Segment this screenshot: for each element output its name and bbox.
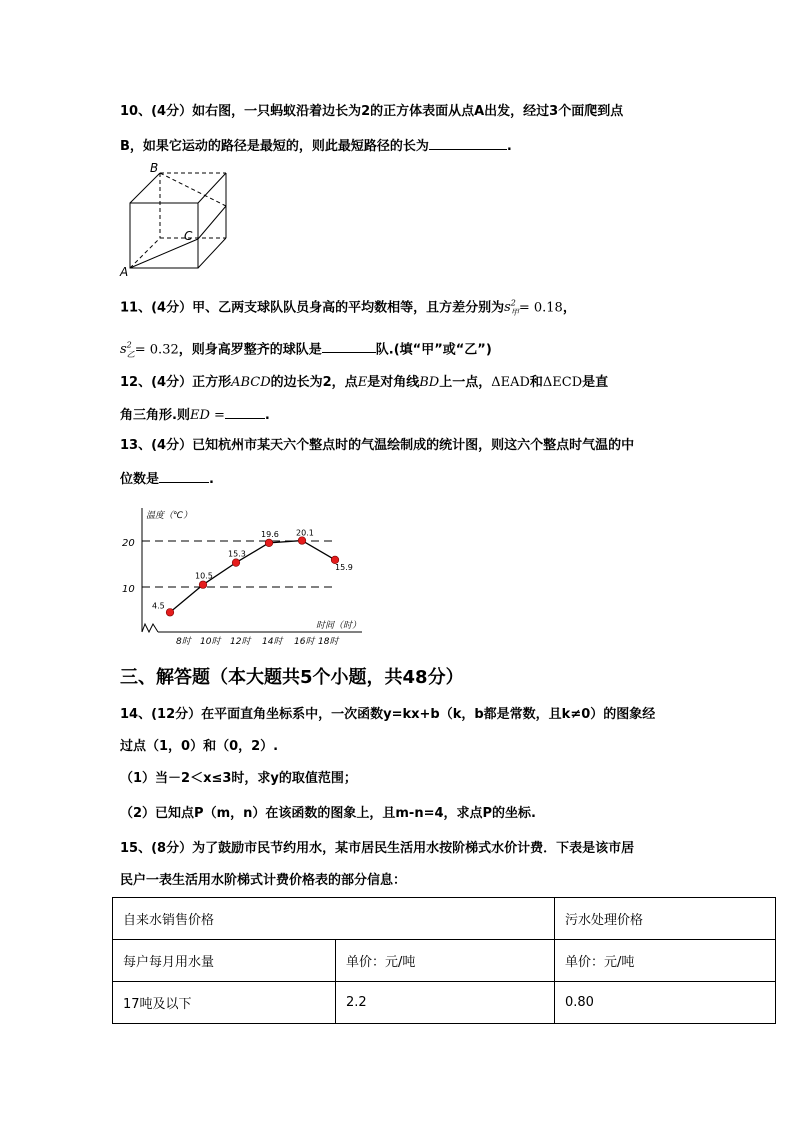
table-cell: 单价：元/吨: [336, 940, 555, 982]
s-jia-symbol: $s^2_甲$: [504, 299, 519, 317]
section-3-title: 三、解答题（本大题共5个小题，共48分）: [120, 667, 464, 688]
table-cell: 单价：元/吨: [555, 940, 776, 982]
q12-text: 角三角形.则: [120, 408, 190, 423]
series-segment: [302, 541, 335, 560]
x-tick-label: 14时: [262, 637, 283, 647]
x-tick-label: 16时: [294, 637, 315, 647]
x-tick-label: 10时: [200, 637, 221, 647]
water-price-table: [112, 897, 776, 1024]
cube-edge: [130, 173, 160, 203]
q10-line1: 10、(4分）如右图，一只蚂蚁沿着边长为2的正方体表面从点A出发，经过3个面爬到点: [120, 104, 624, 119]
q12-line2: [120, 404, 270, 425]
square-abcd: ABCD: [231, 375, 271, 390]
path-right: [198, 206, 226, 239]
ed-expression: ED =: [189, 408, 225, 423]
q13-answer-blank: [159, 468, 209, 483]
point-a-label: A: [120, 265, 129, 279]
q12-period: .: [264, 408, 270, 423]
q13-text: 位数是: [120, 472, 160, 487]
y-tick-label: 10: [122, 584, 135, 595]
series-segment: [170, 585, 203, 613]
data-point: [232, 559, 240, 567]
q12-text: 是直: [582, 375, 609, 390]
temperature-chart: [112, 500, 372, 650]
q13-line2: [120, 468, 214, 489]
q12-answer-blank: [225, 404, 265, 419]
q10-line2: [120, 135, 512, 156]
q13-period: .: [209, 472, 214, 487]
data-label: 15.3: [228, 549, 246, 559]
y-tick-label: 20: [122, 538, 135, 549]
data-point: [166, 609, 174, 617]
data-label: 4.5: [152, 601, 165, 611]
cube-figure: [118, 160, 243, 280]
q12-text: 是对角线: [367, 375, 420, 390]
q15-line1: 15、(8分）为了鼓励市民节约用水，某市居民生活用水按阶梯式水价计费．下表是该市居: [120, 841, 635, 856]
q14-line2: 过点（1，0）和（0，2）.: [120, 739, 279, 754]
y-axis-label: 温度（℃）: [146, 511, 193, 521]
q11-text: 11、(4分）甲、乙两支球队队员身高的平均数相等，且方差分别为: [120, 300, 505, 316]
x-tick-labels: [176, 636, 340, 647]
s-yi-symbol: $s^2_乙$: [120, 341, 135, 359]
q11-text2: ，则身高罗整齐的球队是: [178, 342, 322, 358]
axis-break-zigzag: [142, 624, 158, 632]
triangle-ecd: ΔECD: [542, 375, 583, 390]
q12-text: 的边长为2，点: [270, 375, 358, 390]
q10-period: .: [506, 139, 512, 154]
table-cell: 污水处理价格: [555, 898, 776, 940]
table-cell: 0.80: [555, 982, 776, 1024]
path-back: [160, 173, 226, 206]
q11-answer-blank: [322, 338, 376, 353]
point-b-label: B: [150, 161, 159, 175]
x-tick-label: 18时: [318, 637, 339, 647]
table-cell: 每户每月用水量: [113, 940, 336, 982]
x-axis-label: 时间（时）: [316, 621, 362, 631]
q12-text: 上一点，: [439, 375, 492, 390]
q14-sub1: （1）当－2＜x≤3时，求y的取值范围；: [120, 771, 357, 786]
s-yi-value: = 0.32: [134, 342, 179, 358]
point-c-label: C: [184, 229, 193, 243]
q12-text: 和: [529, 375, 543, 390]
table-cell: 自来水销售价格: [113, 898, 555, 940]
x-tick-label: 12时: [230, 637, 251, 647]
table-cell: 2.2: [336, 982, 555, 1024]
q12-text: 12、(4分）正方形: [120, 375, 232, 390]
data-label: 20.1: [296, 528, 314, 538]
point-e: E: [357, 375, 368, 390]
q11-comma: ，: [562, 300, 576, 316]
q10-text: B，如果它运动的路径是最短的，则此最短路径的长为: [120, 139, 429, 154]
diagonal-bd: BD: [419, 375, 440, 390]
path-front: [130, 239, 198, 268]
q11-line1: [120, 295, 576, 322]
data-label: 10.5: [195, 571, 213, 581]
table-row: [113, 898, 776, 940]
table-cell: 17吨及以下: [113, 982, 336, 1024]
data-label: 15.9: [335, 562, 353, 572]
data-point: [199, 581, 207, 589]
q15-line2: 民户一表生活用水阶梯式计费价格表的部分信息：: [120, 873, 407, 888]
q11-hint: 队.(填“甲”或“乙”): [375, 342, 492, 358]
data-point: [298, 537, 306, 545]
q11-line2: [120, 337, 492, 364]
cube-hidden-edge: [130, 238, 160, 268]
data-label: 19.6: [261, 529, 279, 539]
triangle-ead: ΔEAD: [491, 375, 530, 390]
q10-answer-blank: [429, 135, 507, 150]
q13-line1: 13、(4分）已知杭州市某天六个整点时的气温绘制成的统计图，则这六个整点时气温的中: [120, 438, 635, 453]
x-tick-label: 8时: [176, 637, 191, 647]
table-row: [113, 982, 776, 1024]
table-row: [113, 940, 776, 982]
q14-line1: 14、(12分）在平面直角坐标系中，一次函数y=kx+b（k，b都是常数，且k≠0）的图象经: [120, 707, 656, 722]
data-point: [265, 539, 273, 547]
s-jia-value: = 0.18: [518, 300, 563, 316]
q12-line1: [120, 374, 608, 392]
q14-sub2: （2）已知点P（m，n）在该函数的图象上，且m-n=4，求点P的坐标.: [120, 806, 536, 821]
cube-edge: [198, 238, 226, 268]
